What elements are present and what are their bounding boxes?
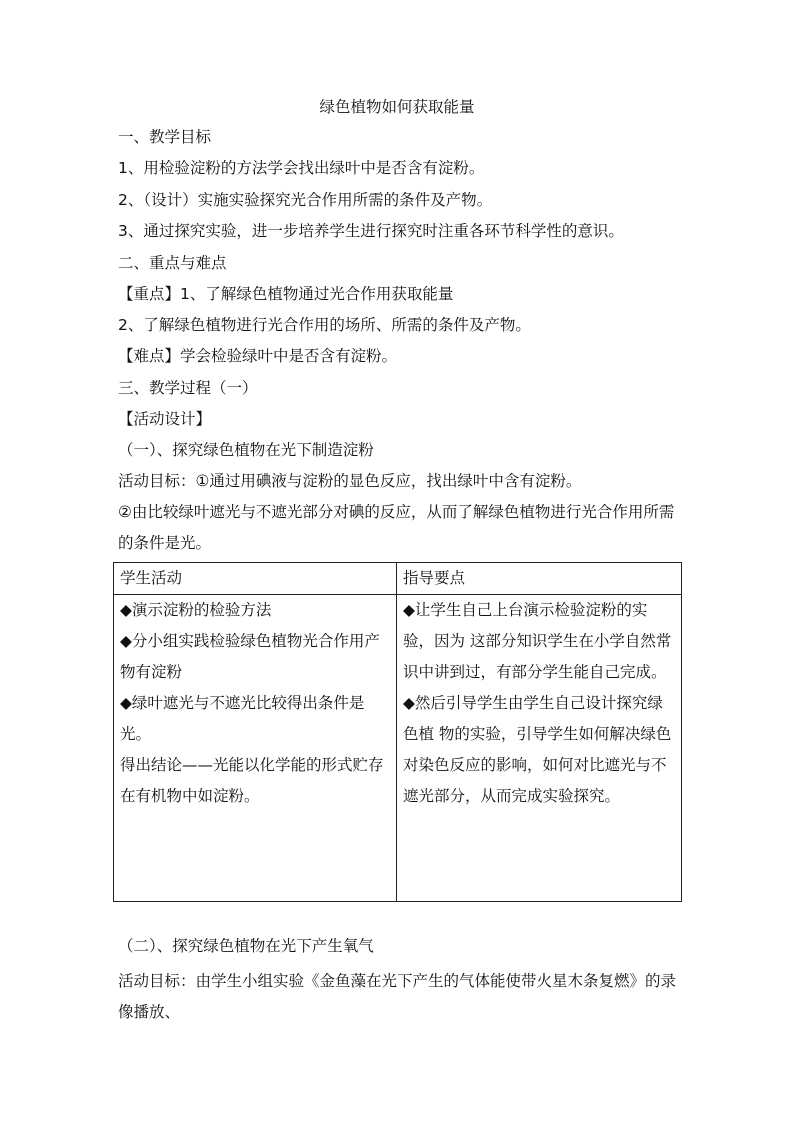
section-heading-process: 三、教学过程（一） — [118, 379, 258, 397]
student-activity-conclusion: 得出结论——光能以化学能的形式贮存在有机物中如淀粉。 — [120, 756, 384, 805]
part1-goal: 活动目标：①通过用碘液与淀粉的显色反应，找出绿叶中含有淀粉。 — [118, 472, 582, 490]
student-activity-item: ◆绿叶遮光与不遮光比较得出条件是光。 — [120, 694, 365, 743]
activity-table — [113, 562, 682, 902]
document-title: 绿色植物如何获取能量 — [319, 98, 475, 116]
section-heading-key-points: 二、重点与难点 — [118, 254, 227, 272]
section-heading-objectives: 一、教学目标 — [118, 128, 212, 146]
table-row — [114, 595, 682, 902]
activity-design-label: 【活动设计】 — [118, 410, 212, 428]
guidance-item: ◆让学生自己上台演示检验淀粉的实验，因为 这部分知识学生在小学自然常识中讲到过，有部分学生能自己完成。 — [403, 601, 672, 681]
student-activity-item: ◆演示淀粉的检验方法 — [120, 601, 272, 619]
difficulty-point: 【难点】学会检验绿叶中是否含有淀粉。 — [118, 347, 398, 365]
table-header-row — [114, 563, 682, 595]
part1-heading: （一）、探究绿色植物在光下制造淀粉 — [118, 441, 374, 459]
guidance-item: ◆然后引导学生由学生自己设计探究绿色植 物的实验，引导学生如何解决绿色对染色反应的影响，如何对比遮光与不遮光部分，从而完成实验探究。 — [403, 694, 672, 805]
key-point: 2、了解绿色植物进行光合作用的场所、所需的条件及产物。 — [118, 316, 531, 334]
student-activity-cell — [114, 595, 397, 902]
guidance-cell — [397, 595, 682, 902]
table-header-guidance: 指导要点 — [397, 563, 682, 595]
table-header-student-activity: 学生活动 — [114, 563, 397, 595]
key-point: 【重点】1、了解绿色植物通过光合作用获取能量 — [118, 285, 454, 303]
student-activity-item: ◆分小组实践检验绿色植物光合作用产物有淀粉 — [120, 632, 380, 681]
part2-goal: 活动目标：由学生小组实验《金鱼藻在光下产生的气体能使带火星木条复燃》的录像播放、 — [118, 972, 677, 1021]
objective-item: 3、通过探究实验，进一步培养学生进行探究时注重各环节科学性的意识。 — [118, 222, 624, 240]
objective-item: 2、（设计）实施实验探究光合作用所需的条件及产物。 — [118, 191, 493, 209]
part2-heading: （二）、探究绿色植物在光下产生氧气 — [118, 937, 374, 955]
part1-goal-continued: ②由比较绿叶遮光与不遮光部分对碘的反应，从而了解绿色植物进行光合作用所需的条件是光。 — [118, 503, 675, 552]
objective-item: 1、用检验淀粉的方法学会找出绿叶中是否含有淀粉。 — [118, 159, 485, 177]
